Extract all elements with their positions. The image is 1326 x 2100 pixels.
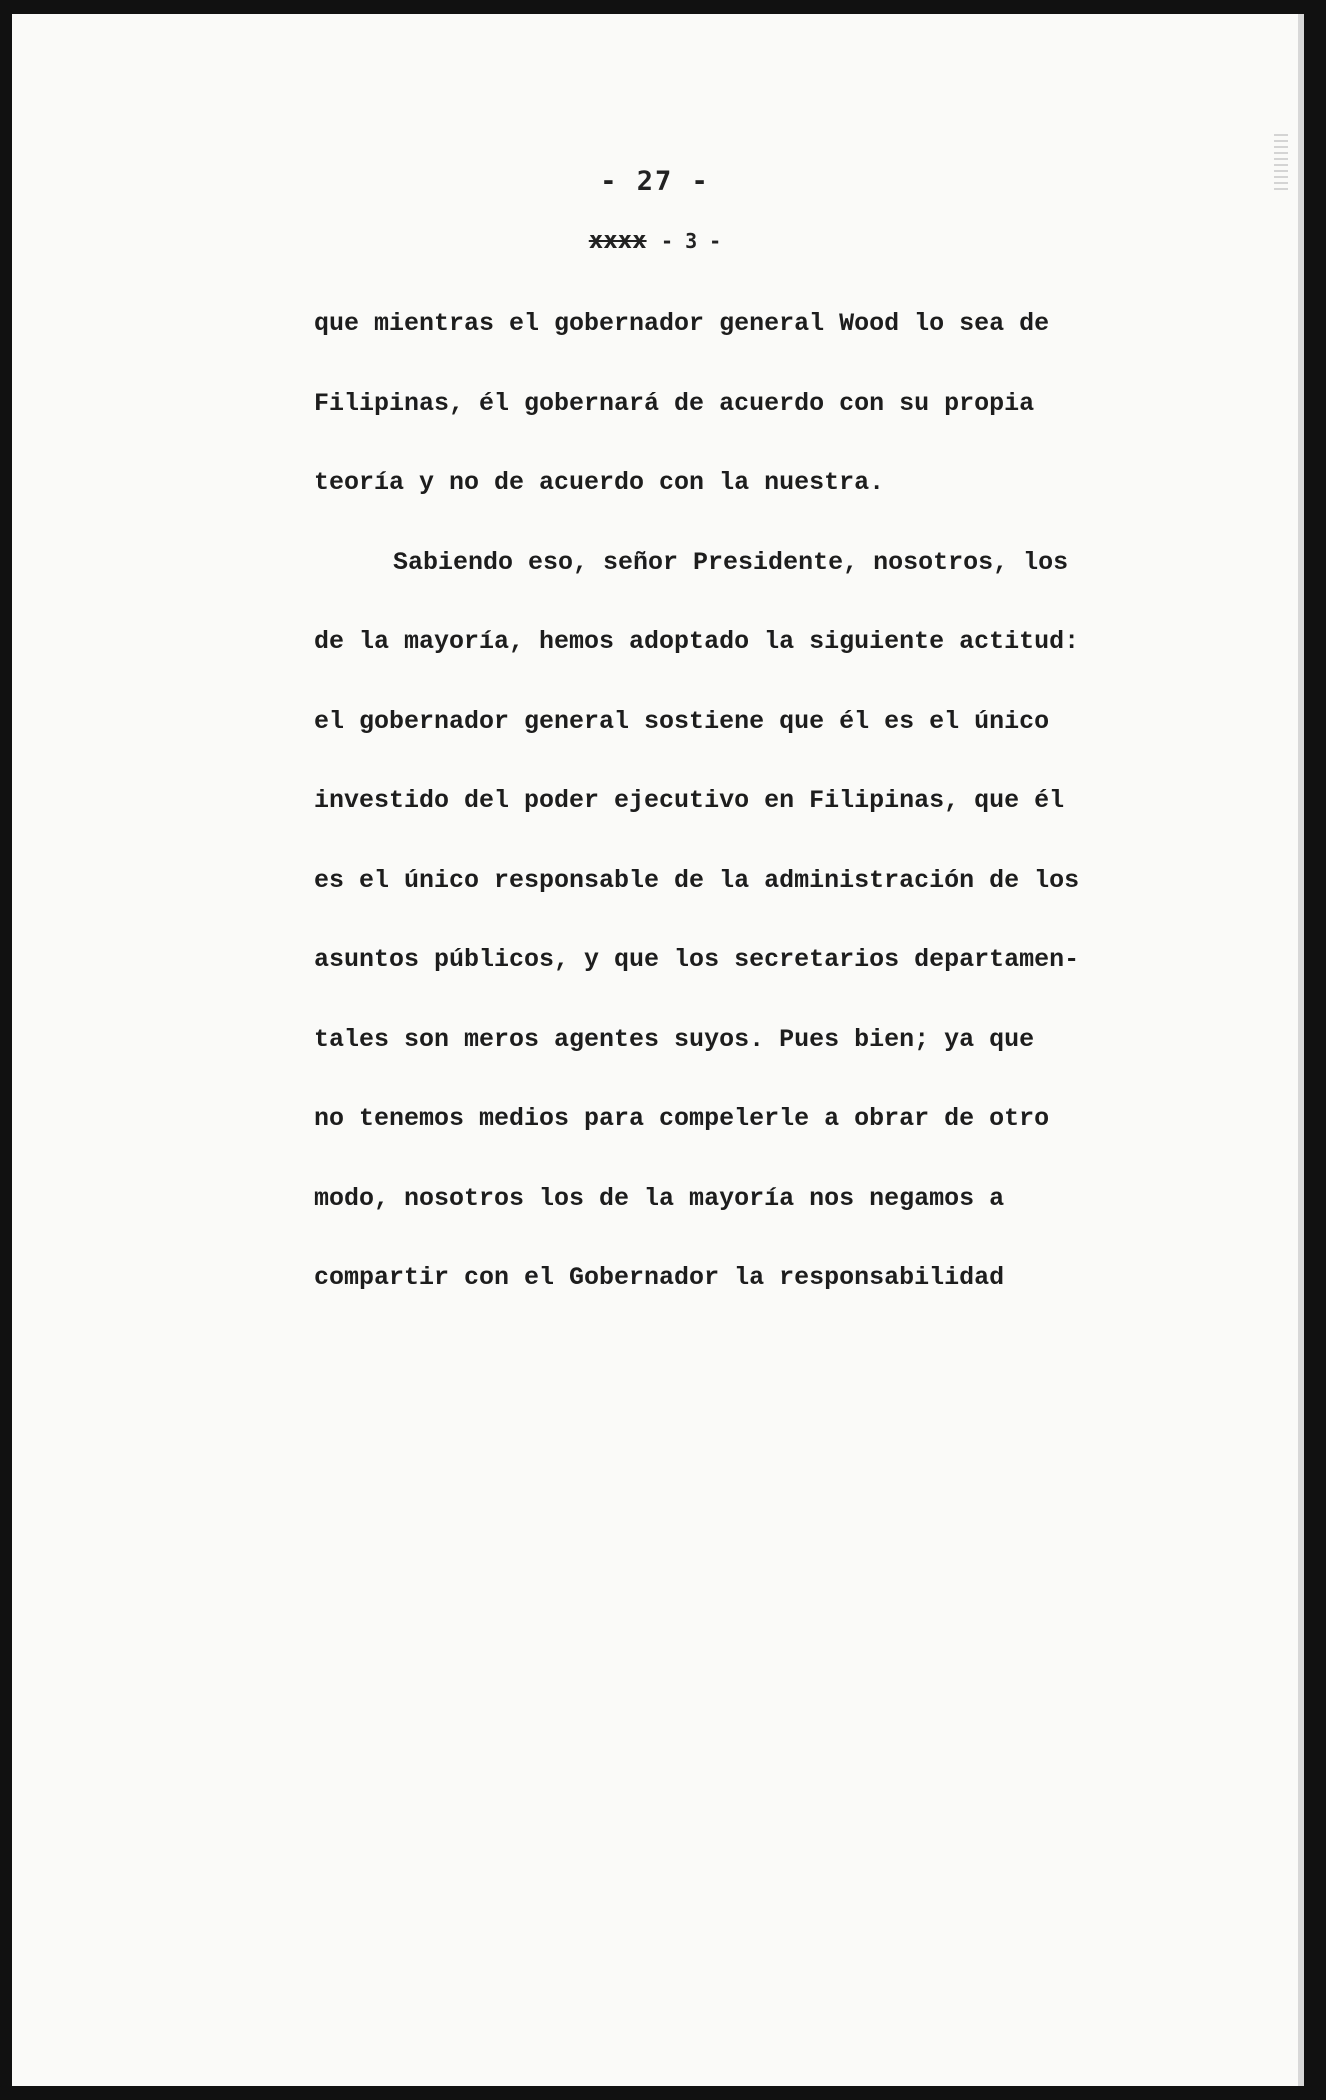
text-line: Filipinas, él gobernará de acuerdo con su propia [314, 388, 1035, 418]
document-page [12, 14, 1304, 2086]
struck-page-mark [12, 226, 1298, 254]
page-number: - 27 - [600, 166, 710, 197]
text-line: el gobernador general sostiene que él es el único [314, 706, 1050, 736]
struck-mark-text: xxxx [588, 226, 647, 254]
body-text [314, 309, 1134, 1343]
text-line: no tenemos medios para compelerle a obrar de otro [314, 1104, 1050, 1133]
text-line: tales son meros agentes suyos. Pues bien; ya que [314, 1024, 1035, 1054]
text-line: de la mayoría, hemos adoptado la siguiente actitud: [314, 627, 1080, 656]
text-line: es el único responsable de la administración de los [314, 865, 1080, 895]
text-line: Sabiendo eso, señor Presidente, nosotros, los [393, 547, 1069, 577]
struck-mark-sub: - 3 - [661, 229, 722, 253]
text-line: teoría y no de acuerdo con la nuestra. [314, 468, 885, 497]
text-line: que mientras el gobernador general Wood lo sea de [314, 309, 1050, 338]
text-line: modo, nosotros los de la mayoría nos negamos a [314, 1183, 1005, 1213]
text-line: investido del poder ejecutivo en Filipinas, que él [314, 786, 1065, 815]
text-line: asuntos públicos, y que los secretarios departamen- [314, 945, 1080, 974]
text-line: compartir con el Gobernador la responsabilidad [314, 1263, 1005, 1292]
